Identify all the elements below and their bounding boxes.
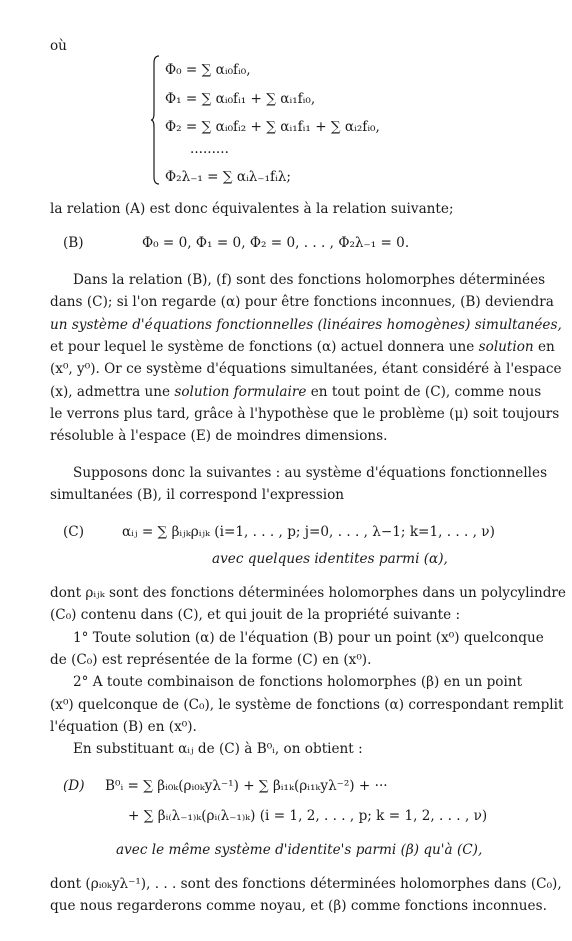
equation-phi-1: Φ₁ = ∑ αᵢ₀fᵢ₁ + ∑ αᵢ₁fᵢ₀, [165, 91, 316, 107]
text-span-italic: solution [478, 339, 534, 355]
text-line: l'équation (B) en (x⁰). [50, 719, 197, 735]
text-span: en tout point de (C), comme nous [306, 384, 542, 400]
text-line-italic: un système d'équations fonctionnelles (linéaires homogènes) simultanées, [50, 317, 562, 333]
text-line: la relation (A) est donc équivalentes à la relation suivante; [50, 201, 454, 217]
text-line: En substituant αᵢⱼ de (C) à B⁰ᵢ, on obtient : [73, 741, 363, 757]
equation-d-line1: B⁰ᵢ = ∑ βᵢ₀ₖ(ρᵢ₀ₖyλ⁻¹) + ∑ βᵢ₁ₖ(ρᵢ₁ₖyλ⁻²) + ··· [105, 778, 388, 794]
text-line: 2° A toute combinaison de fonctions holomorphes (β) en un point [73, 674, 523, 690]
equation-phi-0: Φ₀ = ∑ αᵢ₀fᵢ₀, [165, 62, 251, 78]
text-line: (x⁰) quelconque de (C₀), le système de fonctions (α) correspondant remplit [50, 697, 564, 713]
system-brace-icon [150, 55, 160, 185]
text-line: Supposons donc la suivantes : au système d'équations fonctionnelles [73, 465, 548, 481]
ellipsis-row: ········· [190, 145, 229, 161]
text-line: (C₀) contenu dans (C), et qui jouit de la propriété suivante : [50, 607, 461, 623]
text-line: dont (ρᵢ₀ₖyλ⁻¹), . . . sont des fonctions déterminées holomorphes dans (C₀), [50, 876, 562, 892]
text-line: 1° Toute solution (α) de l'équation (B) pour un point (x⁰) quelconque [73, 630, 544, 646]
text-line: dans (C); si l'on regarde (α) pour être fonctions inconnues, (B) deviendra [50, 294, 554, 310]
text-line: dont ρᵢⱼₖ sont des fonctions déterminées holomorphes dans un polycylindre [50, 585, 566, 601]
text-line [50, 339, 555, 356]
text-span: (x), admettra une [50, 384, 175, 400]
text-span: en [533, 339, 555, 355]
equation-label-d: (D) [63, 778, 85, 794]
text-line: simultanées (B), il correspond l'expression [50, 487, 345, 503]
equation-d-line2: + ∑ βᵢ₍λ₋₁₎ₖ(ρᵢ₍λ₋₁₎ₖ) (i = 1, 2, . . . , p; k = 1, 2, . . . , ν) [128, 808, 488, 824]
text-line: (x⁰, y⁰). Or ce système d'équations simultanées, étant considéré à l'espace [50, 361, 562, 377]
text-line: Dans la relation (B), (f) sont des fonctions holomorphes déterminées [73, 272, 546, 288]
equation-d-note: avec le même système d'identite's parmi (β) qu'à (C), [116, 842, 483, 858]
equation-c-note: avec quelques identites parmi (α), [212, 551, 448, 567]
equation-b: Φ₀ = 0, Φ₁ = 0, Φ₂ = 0, . . . , Φ₂λ₋₁ = 0. [142, 235, 410, 251]
text-line: que nous regarderons comme noyau, et (β) comme fonctions inconnues. [50, 898, 547, 914]
text-line [50, 384, 541, 401]
equation-label-b: (B) [63, 235, 84, 251]
text-line: le verrons plus tard, grâce à l'hypothèse que le problème (μ) soit toujours [50, 406, 560, 422]
text-line: résoluble à l'espace (E) de moindres dimensions. [50, 428, 388, 444]
text-span-italic: solution formulaire [174, 384, 307, 400]
text-line: où [50, 38, 67, 54]
text-span: et pour lequel le système de fonctions (α) actuel donnera une [50, 339, 479, 355]
equation-phi-2: Φ₂ = ∑ αᵢ₀fᵢ₂ + ∑ αᵢ₁fᵢ₁ + ∑ αᵢ₂fᵢ₀, [165, 119, 380, 135]
equation-c: αᵢⱼ = ∑ βᵢⱼₖρᵢⱼₖ (i=1, . . . , p; j=0, . . . , λ−1; k=1, . . . , ν) [122, 524, 495, 540]
text-line: de (C₀) est représentée de la forme (C) en (x⁰). [50, 652, 372, 668]
equation-phi-last: Φ₂λ₋₁ = ∑ αᵢλ₋₁fᵢλ; [165, 169, 292, 185]
equation-label-c: (C) [63, 524, 85, 540]
